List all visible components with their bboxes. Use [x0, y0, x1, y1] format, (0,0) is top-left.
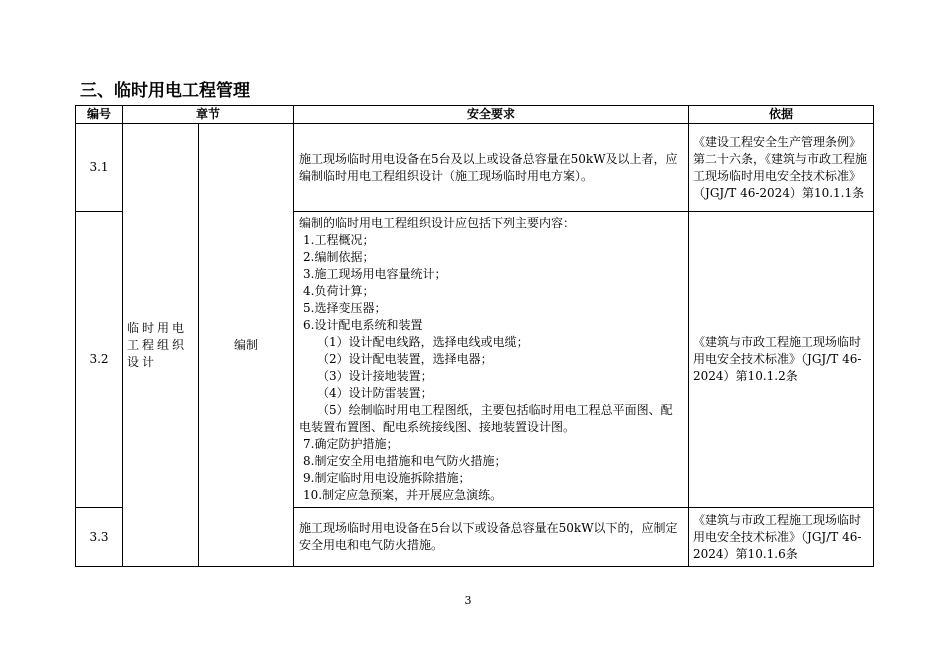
list-item: 7.确定防护措施；	[303, 437, 399, 451]
row-id: 3.1	[76, 124, 123, 212]
list-item: 1.工程概况；	[303, 233, 375, 247]
list-item: 2.编制依据；	[303, 250, 375, 264]
sub-list-item: （4）设计防雷装置；	[317, 386, 433, 400]
list-item: 9.制定临时用电设施拆除措施；	[303, 471, 471, 485]
sub-list-item: （3）设计接地装置；	[317, 369, 433, 383]
list-item: 3.施工现场用电容量统计；	[303, 267, 447, 281]
list-item: 10.制定应急预案，并开展应急演练。	[303, 488, 503, 502]
list-item: 5.选择变压器；	[303, 301, 387, 315]
row-basis: 《建筑与市政工程施工现场临时用电安全技术标准》（JGJ/T 46-2024）第10.1.2条	[689, 212, 874, 508]
list-item: 4.负荷计算；	[303, 284, 375, 298]
sub-list-item: （1）设计配电线路，选择电线或电缆；	[317, 335, 529, 349]
list-item: 8.制定安全用电措施和电气防火措施；	[303, 454, 507, 468]
chapter-main: 临时用电工程组织设计	[123, 124, 199, 567]
chapter-sub: 编制	[199, 124, 294, 567]
section-title: 三、临时用电工程管理	[80, 81, 250, 101]
table-row	[76, 124, 874, 212]
row-basis: 《建设工程安全生产管理条例》第二十六条，《建筑与市政工程施工现场临时用电安全技术标准》（JGJ/T 46-2024）第10.1.1条	[689, 124, 874, 212]
row-requirement: 施工现场临时用电设备在5台及以上或设备总容量在50kW及以上者，应编制临时用电工程组织设计（施工现场临时用电方案）。	[294, 124, 689, 212]
header-id: 编号	[76, 106, 123, 124]
row-requirement	[294, 212, 689, 508]
sub-list-item: （5）绘制临时用电工程图纸，主要包括临时用电工程总平面图、配电装置布置图、配电系统接线图、接地装置设计图。	[299, 403, 673, 434]
header-basis: 依据	[689, 106, 874, 124]
row-basis: 《建筑与市政工程施工现场临时用电安全技术标准》（JGJ/T 46-2024）第10.1.6条	[689, 508, 874, 567]
row-requirement: 施工现场临时用电设备在5台以下或设备总容量在50kW以下的，应制定安全用电和电气防火措施。	[294, 508, 689, 567]
sub-list-item: （2）设计配电装置，选择电器；	[317, 352, 493, 366]
row-id: 3.2	[76, 212, 123, 508]
table-header	[76, 106, 874, 124]
requirements-table	[75, 105, 874, 567]
header-requirement: 安全要求	[294, 106, 689, 124]
requirement-intro: 编制的临时用电工程组织设计应包括下列主要内容：	[299, 216, 576, 230]
page-number: 3	[464, 594, 472, 607]
list-item: 6.设计配电系统和装置	[303, 318, 423, 332]
header-chapter: 章节	[123, 106, 294, 124]
row-id: 3.3	[76, 508, 123, 567]
